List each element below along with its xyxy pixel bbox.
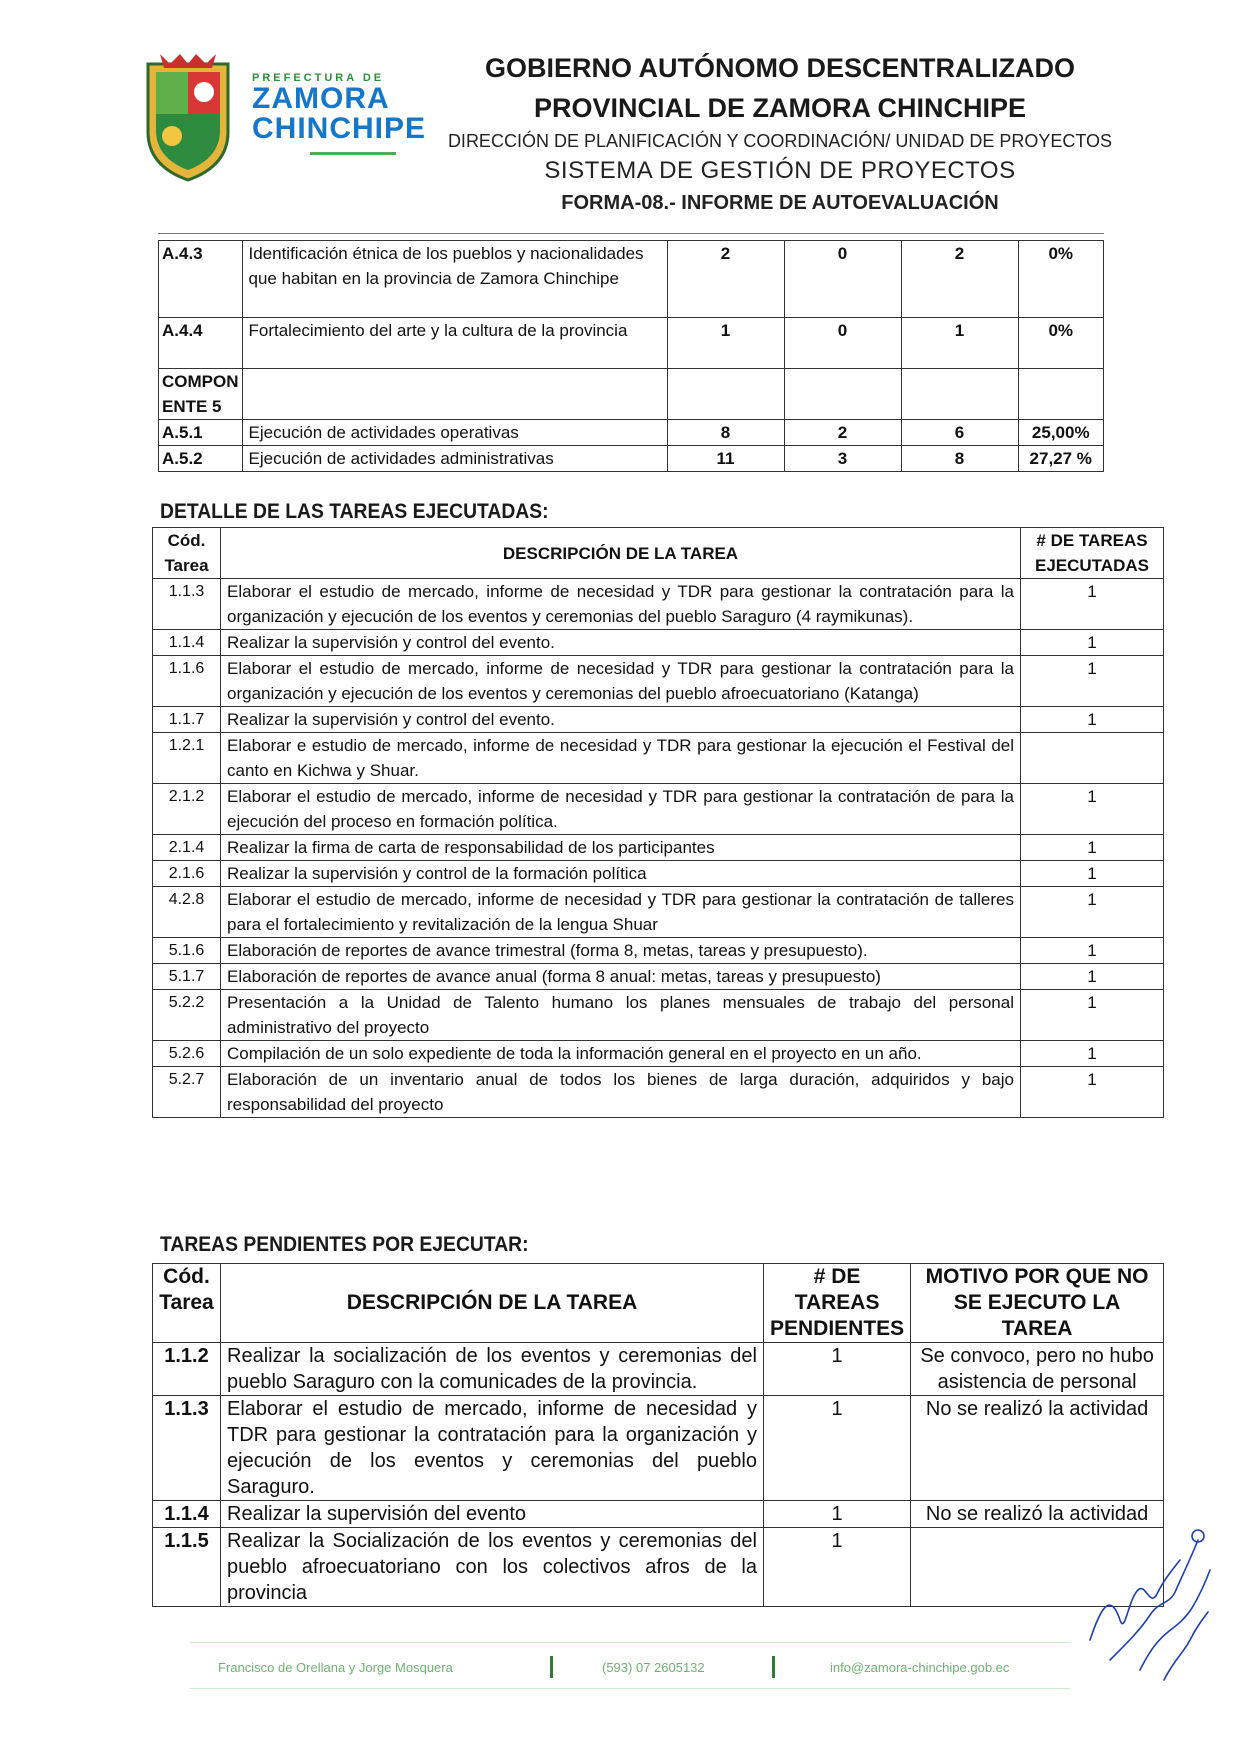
- footer-top-line: [190, 1642, 1070, 1643]
- task-count: 1: [1021, 835, 1164, 861]
- task-description: Realizar la supervisión y control de la formación política: [221, 861, 1021, 887]
- task-code: 5.2.2: [153, 990, 221, 1041]
- table-row: [153, 630, 1164, 656]
- row-code: A.5.1: [159, 420, 243, 446]
- brand-line1: ZAMORA: [252, 82, 390, 115]
- row-description: Ejecución de actividades administrativas: [242, 446, 667, 472]
- task-description: Elaborar el estudio de mercado, informe de necesidad y TDR para gestionar la contratación para la organización y ejecución de los eventos y ceremonias del pueblo Saraguro.: [221, 1396, 764, 1501]
- table-row: [153, 990, 1164, 1041]
- task-count: 1: [764, 1528, 911, 1607]
- task-count: [1021, 733, 1164, 784]
- task-description: Presentación a la Unidad de Talento humano los planes mensuales de trabajo del personal administrativo del proyecto: [221, 990, 1021, 1041]
- task-code: 1.1.3: [153, 1396, 221, 1501]
- title-line2: PROVINCIAL DE ZAMORA CHINCHIPE: [533, 93, 1027, 123]
- task-count: 1: [1021, 861, 1164, 887]
- task-count: 1: [1021, 579, 1164, 630]
- brand-underline: [310, 152, 396, 155]
- task-description: Elaborar el estudio de mercado, informe de necesidad y TDR para gestionar la contratación de talleres para el fortalecimiento y revitalización de la lengua Shuar: [221, 887, 1021, 938]
- page-footer: [190, 1640, 1070, 1690]
- row-executed: 2: [784, 420, 901, 446]
- direction-line: DIRECCIÓN DE PLANIFICACIÓN Y COORDINACIÓN/ UNIDAD DE PROYECTOS: [447, 131, 1113, 151]
- row-planned: 2: [667, 241, 784, 318]
- pending-tasks-table: [152, 1263, 1164, 1607]
- brand-line2: CHINCHIPE: [252, 112, 427, 145]
- task-count: 1: [1021, 964, 1164, 990]
- task-reason: No se realizó la actividad: [911, 1501, 1164, 1528]
- row-pending: 6: [901, 420, 1018, 446]
- task-code: 1.1.7: [153, 707, 221, 733]
- table-row: [159, 318, 1104, 369]
- task-code: 2.1.4: [153, 835, 221, 861]
- row-planned: 11: [667, 446, 784, 472]
- brand-prefix: PREFECTURA DE: [252, 72, 385, 84]
- task-description: Elaboración de reportes de avance trimestral (forma 8, metas, tareas y presupuesto).: [221, 938, 1021, 964]
- row-executed: 0: [784, 241, 901, 318]
- table-row: [153, 784, 1164, 835]
- system-line: SISTEMA DE GESTIÓN DE PROYECTOS: [544, 157, 1016, 184]
- task-description: Elaborar el estudio de mercado, informe de necesidad y TDR para gestionar la contratación de para la ejecución del proceso en formación política.: [221, 784, 1021, 835]
- task-description: Compilación de un solo expediente de toda la información general en el proyecto en un año.: [221, 1041, 1021, 1067]
- task-code: 5.1.7: [153, 964, 221, 990]
- table-header-row: [153, 1264, 1164, 1343]
- task-count: 1: [1021, 938, 1164, 964]
- title-line1: GOBIERNO AUTÓNOMO DESCENTRALIZADO: [485, 53, 1075, 83]
- table-row: [153, 964, 1164, 990]
- row-executed: 0: [784, 318, 901, 369]
- table-row: [153, 861, 1164, 887]
- footer-phone: (593) 07 2605132: [602, 1660, 705, 1675]
- row-percentage: 27,27 %: [1018, 446, 1104, 472]
- provincial-crest-logo: [140, 54, 236, 184]
- header-description: DESCRIPCIÓN DE LA TAREA: [221, 1264, 764, 1343]
- task-code: 1.2.1: [153, 733, 221, 784]
- task-count: 1: [1021, 887, 1164, 938]
- task-description: Realizar la supervisión y control del evento.: [221, 707, 1021, 733]
- form-title: FORMA-08.- INFORME DE AUTOEVALUACIÓN: [561, 192, 999, 214]
- row-pending: [901, 369, 1018, 420]
- row-planned: [667, 369, 784, 420]
- task-code: 5.1.6: [153, 938, 221, 964]
- footer-bottom-line: [190, 1688, 1070, 1689]
- task-description: Realizar la supervisión del evento: [221, 1501, 764, 1528]
- task-description: Realizar la firma de carta de responsabilidad de los participantes: [221, 835, 1021, 861]
- header-description: DESCRIPCIÓN DE LA TAREA: [221, 528, 1021, 579]
- task-count: 1: [1021, 707, 1164, 733]
- row-percentage: 0%: [1018, 241, 1104, 318]
- header-pending-count: # DE TAREAS PENDIENTES: [764, 1264, 911, 1343]
- task-code: 1.1.5: [153, 1528, 221, 1607]
- task-description: Realizar la Socialización de los eventos y ceremonias del pueblo afroecuatoriano con los colectivos afros de la provincia: [221, 1528, 764, 1607]
- table-row: [153, 733, 1164, 784]
- table-row: [153, 656, 1164, 707]
- table-row: [153, 938, 1164, 964]
- components-summary-table: [158, 240, 1104, 472]
- table-row: [153, 707, 1164, 733]
- footer-email[interactable]: info@zamora-chinchipe.gob.ec: [830, 1660, 1010, 1675]
- table-row: [159, 241, 1104, 318]
- handwritten-signature: [1080, 1520, 1220, 1690]
- table-row: [153, 887, 1164, 938]
- task-description: Elaboración de un inventario anual de todos los bienes de larga duración, adquiridos y bajo responsabilidad del proyecto: [221, 1067, 1021, 1118]
- row-code: COMPON ENTE 5: [159, 369, 243, 420]
- table-row: [153, 1528, 1164, 1607]
- header-titles: [430, 48, 1130, 218]
- task-count: 1: [1021, 1041, 1164, 1067]
- task-reason: Se convoco, pero no hubo asistencia de personal: [911, 1343, 1164, 1396]
- table-header-row: [153, 528, 1164, 579]
- task-code: 1.1.3: [153, 579, 221, 630]
- task-count: 1: [1021, 656, 1164, 707]
- task-count: 1: [1021, 630, 1164, 656]
- brand-wordmark: [252, 72, 432, 155]
- executed-tasks-table: [152, 527, 1164, 1118]
- row-percentage: [1018, 369, 1104, 420]
- task-count: 1: [764, 1343, 911, 1396]
- task-count: 1: [1021, 784, 1164, 835]
- task-code: 1.1.4: [153, 1501, 221, 1528]
- row-pending: 2: [901, 241, 1018, 318]
- task-code: 1.1.4: [153, 630, 221, 656]
- footer-address: Francisco de Orellana y Jorge Mosquera: [218, 1660, 453, 1675]
- row-executed: [784, 369, 901, 420]
- task-description: Realizar la supervisión y control del evento.: [221, 630, 1021, 656]
- executed-section-title: DETALLE DE LAS TAREAS EJECUTADAS:: [160, 500, 549, 523]
- row-executed: 3: [784, 446, 901, 472]
- pending-section-title: TAREAS PENDIENTES POR EJECUTAR:: [160, 1233, 529, 1256]
- task-count: 1: [764, 1501, 911, 1528]
- task-description: Elaboración de reportes de avance anual (forma 8 anual: metas, tareas y presupuesto): [221, 964, 1021, 990]
- footer-separator: [772, 1656, 775, 1678]
- row-description: Ejecución de actividades operativas: [242, 420, 667, 446]
- table-row: [159, 446, 1104, 472]
- row-code: A.4.3: [159, 241, 243, 318]
- row-pending: 8: [901, 446, 1018, 472]
- row-planned: 8: [667, 420, 784, 446]
- header-code: Cód. Tarea: [153, 528, 221, 579]
- task-code: 2.1.2: [153, 784, 221, 835]
- footer-separator: [550, 1656, 553, 1678]
- task-code: 1.1.2: [153, 1343, 221, 1396]
- task-reason: No se realizó la actividad: [911, 1396, 1164, 1501]
- row-description: [242, 369, 667, 420]
- header-executed-count: # DE TAREAS EJECUTADAS: [1021, 528, 1164, 579]
- row-code: A.4.4: [159, 318, 243, 369]
- task-description: Elaborar el estudio de mercado, informe de necesidad y TDR para gestionar la contratación para la organización y ejecución de los eventos y ceremonias del pueblo afroecuatoriano (Katanga): [221, 656, 1021, 707]
- task-code: 2.1.6: [153, 861, 221, 887]
- task-code: 5.2.7: [153, 1067, 221, 1118]
- row-percentage: 25,00%: [1018, 420, 1104, 446]
- task-description: Realizar la socialización de los eventos y ceremonias del pueblo Saraguro con la comunicades de la provincia.: [221, 1343, 764, 1396]
- table-row: [153, 1067, 1164, 1118]
- task-code: 5.2.6: [153, 1041, 221, 1067]
- table-row: [153, 1396, 1164, 1501]
- task-count: 1: [1021, 990, 1164, 1041]
- table-row: [153, 835, 1164, 861]
- row-percentage: 0%: [1018, 318, 1104, 369]
- header-reason: MOTIVO POR QUE NO SE EJECUTO LA TAREA: [911, 1264, 1164, 1343]
- task-code: 1.1.6: [153, 656, 221, 707]
- task-description: Elaborar e estudio de mercado, informe de necesidad y TDR para gestionar la ejecución el Festival del canto en Kichwa y Shuar.: [221, 733, 1021, 784]
- header-code: Cód. Tarea: [153, 1264, 221, 1343]
- row-pending: 1: [901, 318, 1018, 369]
- task-code: 4.2.8: [153, 887, 221, 938]
- table-row: [159, 369, 1104, 420]
- table-row: [153, 579, 1164, 630]
- table-row: [159, 420, 1104, 446]
- task-count: 1: [1021, 1067, 1164, 1118]
- header-divider: [158, 233, 1104, 234]
- table-row: [153, 1041, 1164, 1067]
- row-planned: 1: [667, 318, 784, 369]
- document-header: [140, 48, 1130, 230]
- row-description: Identificación étnica de los pueblos y nacionalidades que habitan en la provincia de Zamora Chinchipe: [242, 241, 667, 318]
- row-code: A.5.2: [159, 446, 243, 472]
- row-description: Fortalecimiento del arte y la cultura de la provincia: [242, 318, 667, 369]
- task-description: Elaborar el estudio de mercado, informe de necesidad y TDR para gestionar la contratación para la organización y ejecución de los eventos y ceremonias del pueblo Saraguro (4 raymikunas).: [221, 579, 1021, 630]
- table-row: [153, 1501, 1164, 1528]
- task-count: 1: [764, 1396, 911, 1501]
- table-row: [153, 1343, 1164, 1396]
